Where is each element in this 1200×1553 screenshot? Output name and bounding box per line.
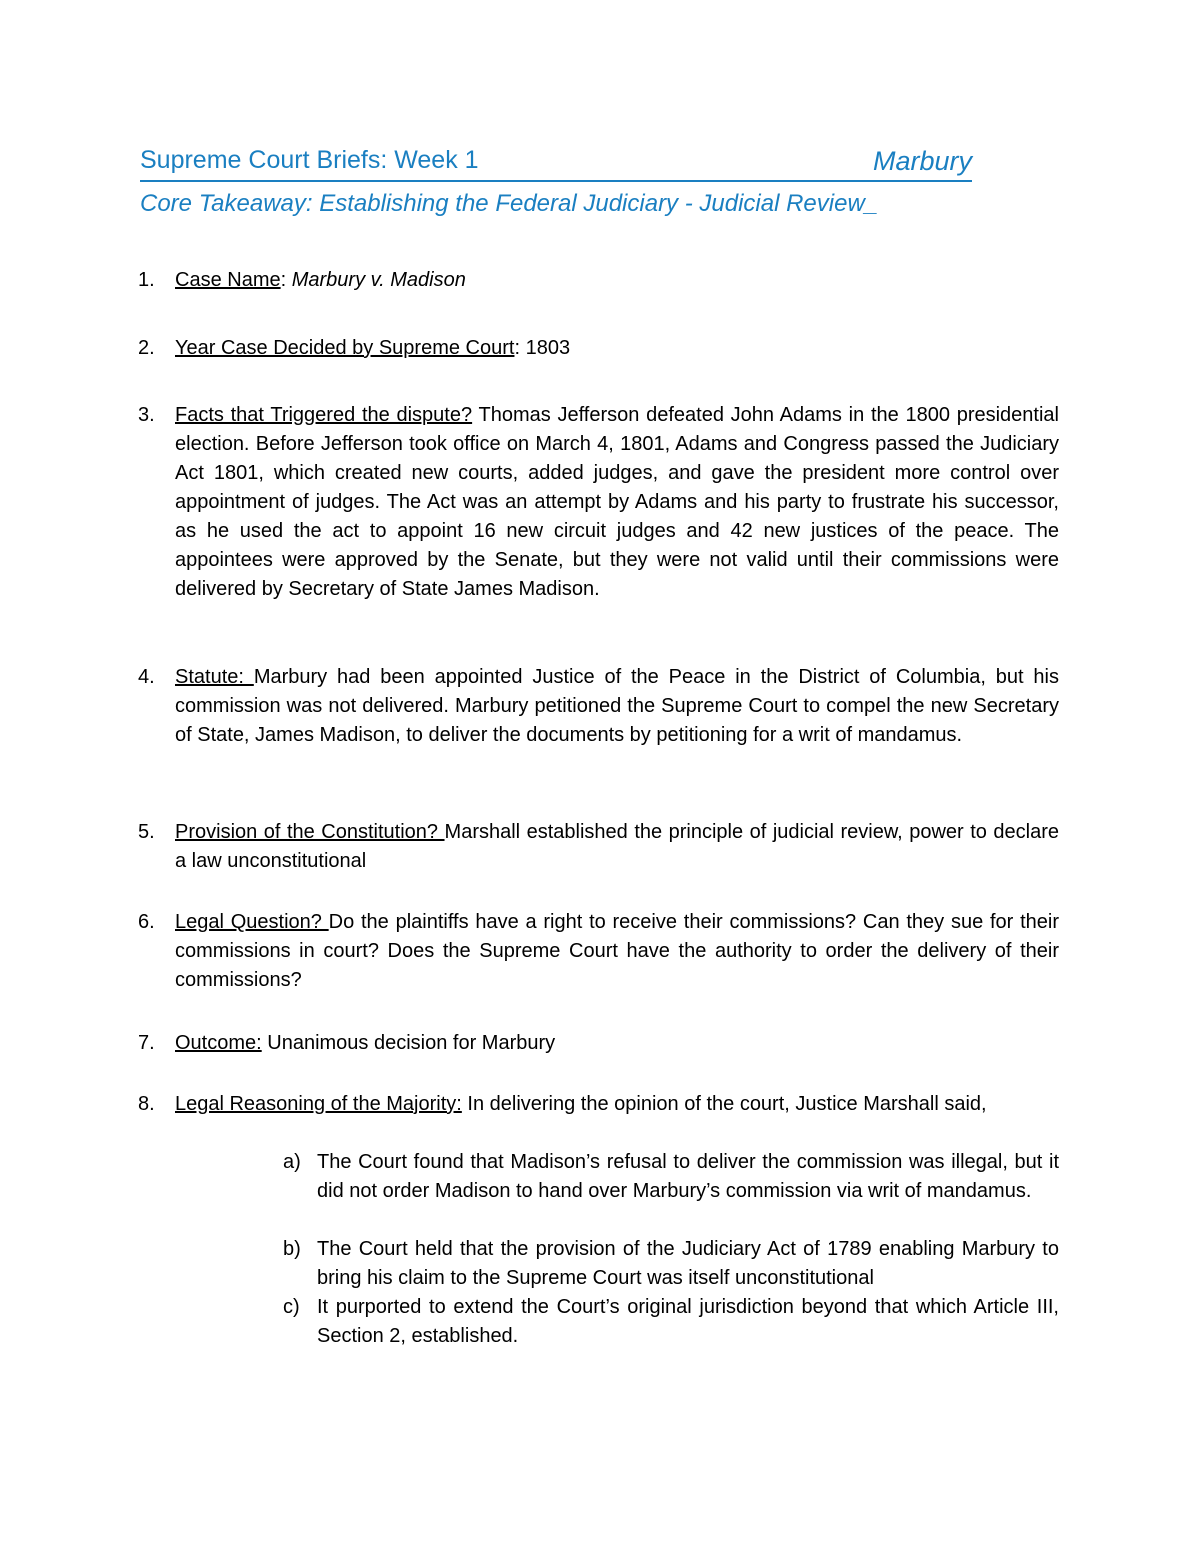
sub-item-label: a)	[283, 1151, 301, 1173]
sub-item-text: The Court found that Madison’s refusal to deliver the commission was illegal, but it did not order Madison to hand over Marbury’s commission via writ of mandamus.	[317, 1151, 1059, 1202]
list-item-case-name	[138, 266, 1059, 295]
sub-item-text: The Court held that the provision of the Judiciary Act of 1789 enabling Marbury to bring his claim to the Supreme Court was itself unconstitutional	[317, 1238, 1059, 1289]
core-takeaway: Core Takeaway: Establishing the Federal Judiciary - Judicial Review_	[140, 190, 879, 217]
item-text: Marbury v. Madison	[286, 269, 466, 291]
sub-item-text: It purported to extend the Court’s original jurisdiction beyond that which Article III, Section 2, established.	[317, 1296, 1059, 1347]
item-number: 6.	[138, 911, 155, 933]
item-text: Marshall established the principle of judicial review, power to declare a law unconstitutional	[175, 821, 1060, 872]
item-label: Case Name	[175, 269, 281, 291]
item-number: 1.	[138, 269, 155, 291]
item-text: Do the plaintiffs have a right to receive their commissions? Can they sue for their commissions in court? Does the Supreme Court have the authority to order the delivery of their commissions?	[175, 911, 1059, 991]
item-number: 8.	[138, 1093, 155, 1115]
item-label: Provision of the Constitution?	[175, 821, 445, 843]
item-label: Legal Reasoning of the Majority:	[175, 1093, 462, 1115]
case-short-name: Marbury	[872, 146, 972, 176]
item-label: Year Case Decided by Supreme Court	[175, 337, 515, 359]
sub-item-a	[283, 1148, 1059, 1206]
list-item-legal-question	[138, 908, 1059, 995]
list-item-reasoning	[138, 1090, 1059, 1119]
item-label: Legal Question?	[175, 911, 329, 933]
sub-item-label: c)	[283, 1296, 300, 1318]
list-item-outcome	[138, 1029, 1059, 1058]
item-text: Unanimous decision for Marbury	[261, 1032, 556, 1054]
item-number: 2.	[138, 337, 155, 359]
list-item-provision	[138, 818, 1060, 876]
item-number: 5.	[138, 821, 155, 843]
list-item-facts	[138, 401, 1059, 604]
item-label: Statute:	[175, 666, 254, 688]
item-text: 1803	[520, 337, 571, 359]
item-number: 3.	[138, 404, 155, 426]
sub-item-c	[283, 1293, 1059, 1351]
item-label: Facts that Triggered the dispute?	[175, 404, 473, 426]
item-number: 7.	[138, 1032, 155, 1054]
item-number: 4.	[138, 666, 155, 688]
item-text: Marbury had been appointed Justice of the Peace in the District of Columbia, but his commission was not delivered. Marbury petitioned the Supreme Court to compel the new Secretary of State, James Madison, to deliver the documents by petitioning for a writ of mandamus.	[175, 666, 1059, 746]
item-separator: :	[280, 269, 287, 291]
item-label: Outcome:	[175, 1032, 262, 1054]
list-item-year	[138, 334, 1059, 363]
item-text: In delivering the opinion of the court, Justice Marshall said,	[461, 1093, 987, 1115]
item-separator: :	[514, 337, 521, 359]
sub-item-b	[283, 1235, 1059, 1293]
sub-item-label: b)	[283, 1238, 301, 1260]
item-text: Thomas Jefferson defeated John Adams in the 1800 presidential election. Before Jefferson took office on March 4, 1801, Adams and Congress passed the Judiciary Act 1801, which created new courts, added judges, and gave the president more control over appointment of judges. The Act was an attempt by Adams and his party to frustrate his successor, as he used the act to appoint 16 new circuit judges and 42 new justices of the peace. The appointees were approved by the Senate, but they were not valid until their commissions were delivered by Secretary of State James Madison.	[175, 404, 1059, 600]
page-title: Supreme Court Briefs: Week 1	[140, 146, 479, 174]
list-item-statute	[138, 663, 1059, 750]
title-bar	[140, 146, 972, 182]
